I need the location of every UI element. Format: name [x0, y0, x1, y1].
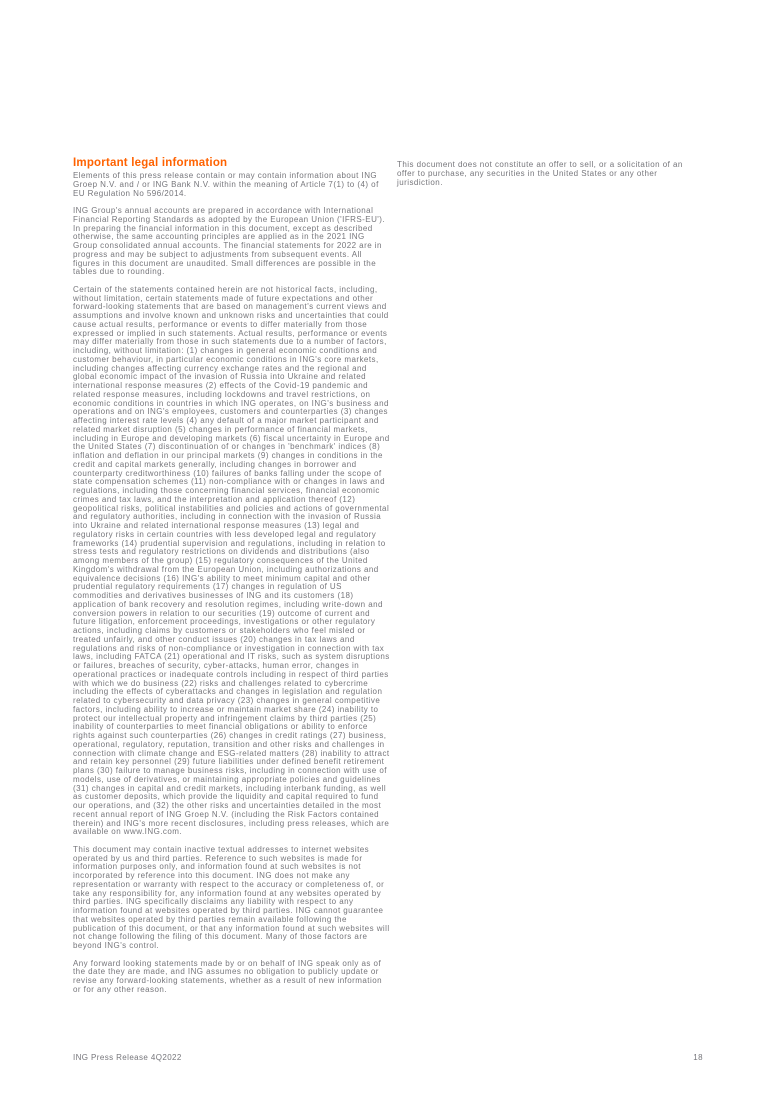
page-number: 18	[693, 1053, 703, 1062]
left-column	[73, 157, 391, 1003]
section-heading: Important legal information	[73, 157, 228, 169]
legal-paragraph-no-offer: This document does not constitute an offer to sell, or a solicitation of an offer to purchase, any securities in the United States or any other jurisdiction.	[397, 160, 683, 187]
legal-paragraph-websites: This document may contain inactive textual addresses to internet websites operated by us and third parties. Reference to such websites is made for information purposes only, and information found at such websites is not incorporated by reference into this document. ING does not make any representation or warranty with respect to the accuracy or completeness of, or take any responsibility for, any information found at any websites operated by third parties. ING specifically disclaims any liability with respect to any information found at websites operated by third parties. ING cannot guarantee that websites operated by third parties remain available following the publication of this document, or that any information found at such websites will not change following the filing of this document. Many of those factors are beyond ING's control.	[73, 844, 390, 950]
legal-paragraph-intro: Elements of this press release contain or may contain information about ING Groep N.V. and / or ING Bank N.V. within the meaning of Article 7(1) to (4) of EU Regulation No 596/2014.	[73, 171, 379, 198]
legal-paragraph-no-obligation: Any forward looking statements made by or on behalf of ING speak only as of the date they are made, and ING assumes no obligation to publicly update or revise any forward-looking statements, whether as a result of new information or for any other reason.	[73, 958, 383, 994]
legal-paragraph-accounts: ING Group's annual accounts are prepared in accordance with International Financial Reporting Standards as adopted by the European Union ('IFRS-EU'). In preparing the financial information in this document, except as described otherwise, the same accounting principles are applied as in the 2021 ING Group consolidated annual accounts. The financial statements for 2022 are in progress and may be subject to adjustments from subsequent events. All figures in this document are unaudited. Small differences are possible in the tables due to rounding.	[73, 206, 386, 277]
page-footer	[73, 1053, 703, 1063]
legal-paragraph-forward-looking-factors: Certain of the statements contained herein are not historical facts, including, without limitation, certain statements made of future expectations and other forward-looking statements that are based on management's current views and assumptions and involve known and unknown risks and uncertainties that could cause actual results, performance or events to differ materially from those expressed or implied in such statements. Actual results, performance or events may differ materially from those in such statements due to a number of factors, including, without limitation: (1) changes in general economic conditions and customer behaviour, in particular economic conditions in ING's core markets, including changes affecting currency exchange rates and the regional and global economic impact of the invasion of Russia into Ukraine and related international response measures (2) effects of the Covid-19 pandemic and related response measures, including lockdowns and travel restrictions, on economic conditions in countries in which ING operates, on ING's business and operations and on ING's employees, customers and counterparties (3) changes affecting interest rate levels (4) any default of a major market participant and related market disruption (5) changes in performance of financial markets, including in Europe and developing markets (6) fiscal uncertainty in Europe and the United States (7) discontinuation of or changes in 'benchmark' indices (8) inflation and deflation in our principal markets (9) changes in conditions in the credit and capital markets generally, including changes in borrower and counterparty creditworthiness (10) failures of banks falling under the scope of state compensation schemes (11) non-compliance with or changes in laws and regulations, including those concerning financial services, financial economic crimes and tax laws, and the interpretation and application thereof (12) geopolitical risks, political instabilities and policies and actions of governmental and regulatory authorities, including in connection with the invasion of Russia into Ukraine and related international response measures (13) legal and regulatory risks in certain countries with less developed legal and regulatory frameworks (14) prudential supervision and regulations, including in relation to stress tests and regulatory restrictions on dividends and distributions (also among members of the group) (15) regulatory consequences of the United Kingdom's withdrawal from the European Union, including authorizations and equivalence decisions (16) ING's ability to meet minimum capital and other prudential regulatory requirements (17) changes in regulation of US commodities and derivatives businesses of ING and its customers (18) application of bank recovery and resolution regimes, including write-down and conversion powers in relation to our securities (19) outcome of current and future litigation, enforcement proceedings, investigations or other regulatory actions, including claims by customers or stakeholders who feel misled or treated unfairly, and other conduct issues (20) changes in tax laws and regulations and risks of non-compliance or investigation in connection with tax laws, including FATCA (21) operational and IT risks, such as system disruptions or failures, breaches of security, cyber-attacks, human error, changes in operational practices or inadequate controls including in respect of third parties with which we do business (22) risks and challenges related to cybercrime including the effects of cyberattacks and changes in legislation and regulation related to cybersecurity and data privacy (23) changes in general competitive factors, including ability to increase or maintain market share (24) inability to protect our intellectual property and infringement claims by third parties (25) inability of counterparties to meet financial obligations or ability to enforce rights against such counterparties (26) changes in credit ratings (27) business, operational, regulatory, reputation, transition and other risks and challenges in connection with climate change and ESG-related matters (28) inability to attract and retain key personnel (29) future liabilities under defined benefit retirement plans (30) failure to manage business risks, including in connection with use of models, use of derivatives, or maintaining appropriate policies and guidelines (31) changes in capital and credit markets, including interbank funding, as well as customer deposits, which provide the liquidity and capital required to fund our operations, and (32) the other risks and uncertainties detailed in the most recent annual report of ING Groep N.V. (including the Risk Factors contained therein) and ING's more recent disclosures, including press releases, which are available on www.ING.com.	[73, 284, 390, 837]
right-column	[397, 161, 697, 187]
footer-document-title: ING Press Release 4Q2022	[73, 1053, 182, 1062]
